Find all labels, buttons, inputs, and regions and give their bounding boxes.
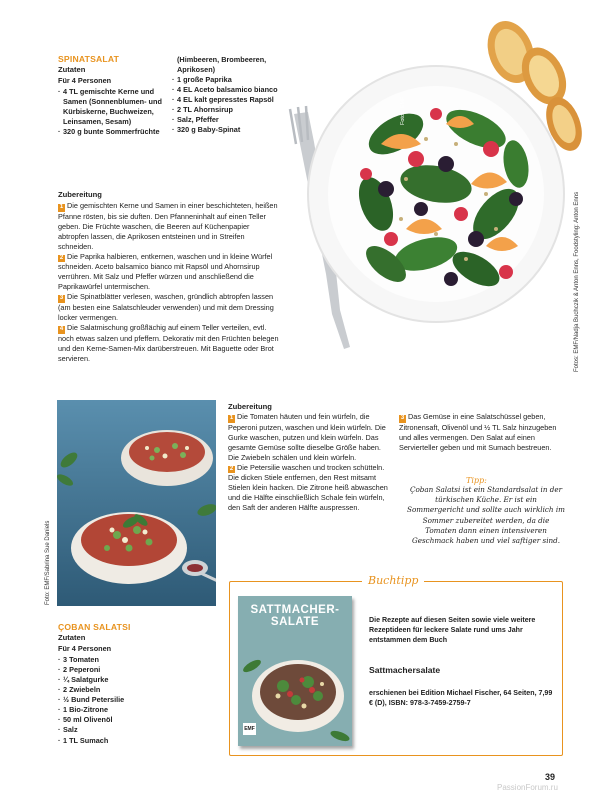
coban-steps-col2 [399, 412, 557, 453]
step-number: 1 [59, 204, 64, 210]
coban-ingredients [58, 655, 178, 746]
tipp-text: Çoban Salatsi ist ein Standardsalat in der türkischen Küche. Er ist ein Sommergericht und sollte auch wirklich im Sommer zubereitet werden, da die Tomaten dann einen intensiveren Geschmack haben und viel saftiger sind. [407, 485, 565, 546]
step-number: 3 [59, 295, 64, 302]
ingredient-item: · 1 große Paprika [172, 75, 280, 85]
ingredient-item: · 320 g bunte Sommerfrüchte [58, 127, 168, 137]
step-text: Die Salatmischung großflächig auf einem Teller verteilen, evtl. noch etwas salzen und pfeffern. Dekorativ mit den Früchten belegen und den Kerne-Samen-Mix darüberstreuen. Mit Baguette oder Brot servieren. [58, 323, 279, 363]
ingredient-item: (Himbeeren, Brombeeren, Aprikosen) [177, 55, 267, 75]
coban-salatsi-photo [57, 400, 216, 606]
buchtipp-book-name: Sattmachersalate [369, 665, 441, 675]
ingredient-item: · Salz [58, 725, 178, 735]
coban-servings: Für 4 Personen [58, 644, 112, 653]
ingredient-item: · ½ Bund Petersilie [58, 695, 178, 705]
buchtipp-description: Die Rezepte auf diesen Seiten sowie viele weitere Rezeptideen für leckere Salate rund ums Jahr entstammen dem Buch [369, 616, 536, 644]
ingredient-item: · 4 EL Aceto balsamico bianco [172, 85, 280, 95]
spinatsalat-ingredients-col2 [172, 55, 280, 136]
ingredient-item: · 2 Zwiebeln [58, 685, 178, 695]
step [399, 412, 557, 453]
step-number: 3 [400, 415, 405, 421]
step-text: Die Tomaten häuten und fein würfeln, die Peperoni putzen, waschen und klein würfeln. Die Gurke waschen, putzen und klein würfeln. Das gesamte Gemüse sollte dieselbe Größe haben. Die Zwiebeln schälen und klein würfeln. [228, 412, 386, 462]
step [58, 292, 280, 323]
step [58, 252, 280, 293]
spinatsalat-photo-credit: Fotos: EMF/Nadja Buchczik & Anton Enns, Foodstyling: Anton Enns [574, 191, 580, 372]
coban-salatsi-title: ÇOBAN SALATSI [58, 622, 131, 632]
step-number: 4 [59, 326, 64, 333]
coban-zubereitung-label: Zubereitung [228, 402, 272, 411]
step-number: 1 [229, 415, 234, 421]
step-text: Die gemischten Kerne und Samen in einer beschichteten, heißen Pfanne rösten, bis sie duften. Den Pfanneninhalt auf einen Teller geben. Die Früchte waschen, die Beeren auf Küchenpapier abtropfen lassen, die Aprikosen entsteinen und in Streifen schneiden. [58, 201, 278, 251]
bowl-photo-credit: Fotos: EMF [400, 96, 406, 125]
step-text: Die Paprika halbieren, entkernen, waschen und in kleine Würfel schneiden. Aceto balsamico bianco mit Rapsöl und Ahornsirup verrühren. Mit Salz und Pfeffer würzen und anschließend die Paprikawürfel untermischen. [58, 251, 273, 292]
ingredient-item: · 2 TL Ahornsirup [172, 105, 280, 115]
emf-logo-icon: EMF [243, 723, 256, 735]
spinatsalat-title: SPINATSALAT [58, 54, 120, 64]
coban-zutaten-label: Zutaten [58, 633, 86, 642]
ingredient-item: · 50 ml Olivenöl [58, 715, 178, 725]
spinatsalat-photo [286, 14, 600, 375]
ingredient-item: · 2 Peperoni [58, 665, 178, 675]
spinatsalat-ingredients-col1 [58, 87, 168, 137]
coban-steps-col1 [228, 412, 388, 514]
spinatsalat-zutaten-label: Zutaten [58, 65, 86, 74]
step [228, 463, 388, 514]
coban-photo-credit: Foto: EMF/Sabrina Sue Daniels [45, 520, 51, 605]
spinatsalat-servings: Für 4 Personen [58, 76, 112, 85]
step [228, 412, 388, 463]
book-cover-title: SATTMACHER-SALATE [250, 604, 340, 629]
step-text: Die Spinatblätter verlesen, waschen, gründlich abtropfen lassen (am besten eine Salatschleuder verwenden) und mit dem Dressing locker vermengen. [58, 292, 274, 322]
step-number: 2 [229, 465, 234, 472]
buchtipp-publisher: erschienen bei Edition Michael Fischer, 64 Seiten, 7,99 € (D), ISBN: 978-3-7459-2759-7 [369, 689, 553, 707]
ingredient-item: · Salz, Pfeffer [172, 115, 280, 125]
ingredient-item: · 1 Bio-Zitrone [58, 705, 178, 715]
spinatsalat-steps [58, 201, 280, 364]
coban-bowls-illustration [57, 400, 216, 606]
tipp-label: Tipp: [466, 476, 487, 485]
ingredient-item: · 320 g Baby-Spinat [172, 125, 280, 135]
ingredient-item: · 4 TL gemischte Kerne und Samen (Sonnenblumen- und Kürbiskerne, Buchweizen, Leinsamen, Sesam) [58, 87, 168, 127]
step [58, 323, 280, 364]
step [58, 201, 280, 252]
page-number: 39 [545, 772, 556, 782]
buchtipp-label: Buchtipp [362, 573, 424, 588]
ingredient-item: · ¼ Salatgurke [58, 675, 178, 685]
book-cover [238, 596, 352, 746]
step-text: Das Gemüse in eine Salatschüssel geben, Zitronensaft, Olivenöl und ½ TL Salz hinzugeben und alles vermengen. Den Salat auf einen Servierteller geben und mit Sumach bestreuen. [399, 412, 557, 452]
watermark: PassionForum.ru [497, 783, 558, 792]
spinatsalat-zubereitung-label: Zubereitung [58, 190, 102, 199]
step-text: Die Petersilie waschen und trocken schütteln. Die dicken Stiele entfernen, den Rest mitsamt Stielen klein hacken. Die Zitrone heiß abwaschen und die Hälfte einschließlich Schale fein würfeln, den Saft der anderen Hälfte auspressen. [228, 462, 388, 513]
step-number: 2 [59, 254, 64, 261]
ingredient-item: · 1 TL Sumach [58, 736, 178, 746]
salad-bowl-illustration [286, 14, 600, 375]
ingredient-item: · 3 Tomaten [58, 655, 178, 665]
ingredient-item: · 4 EL kalt gepresstes Rapsöl [172, 95, 280, 105]
